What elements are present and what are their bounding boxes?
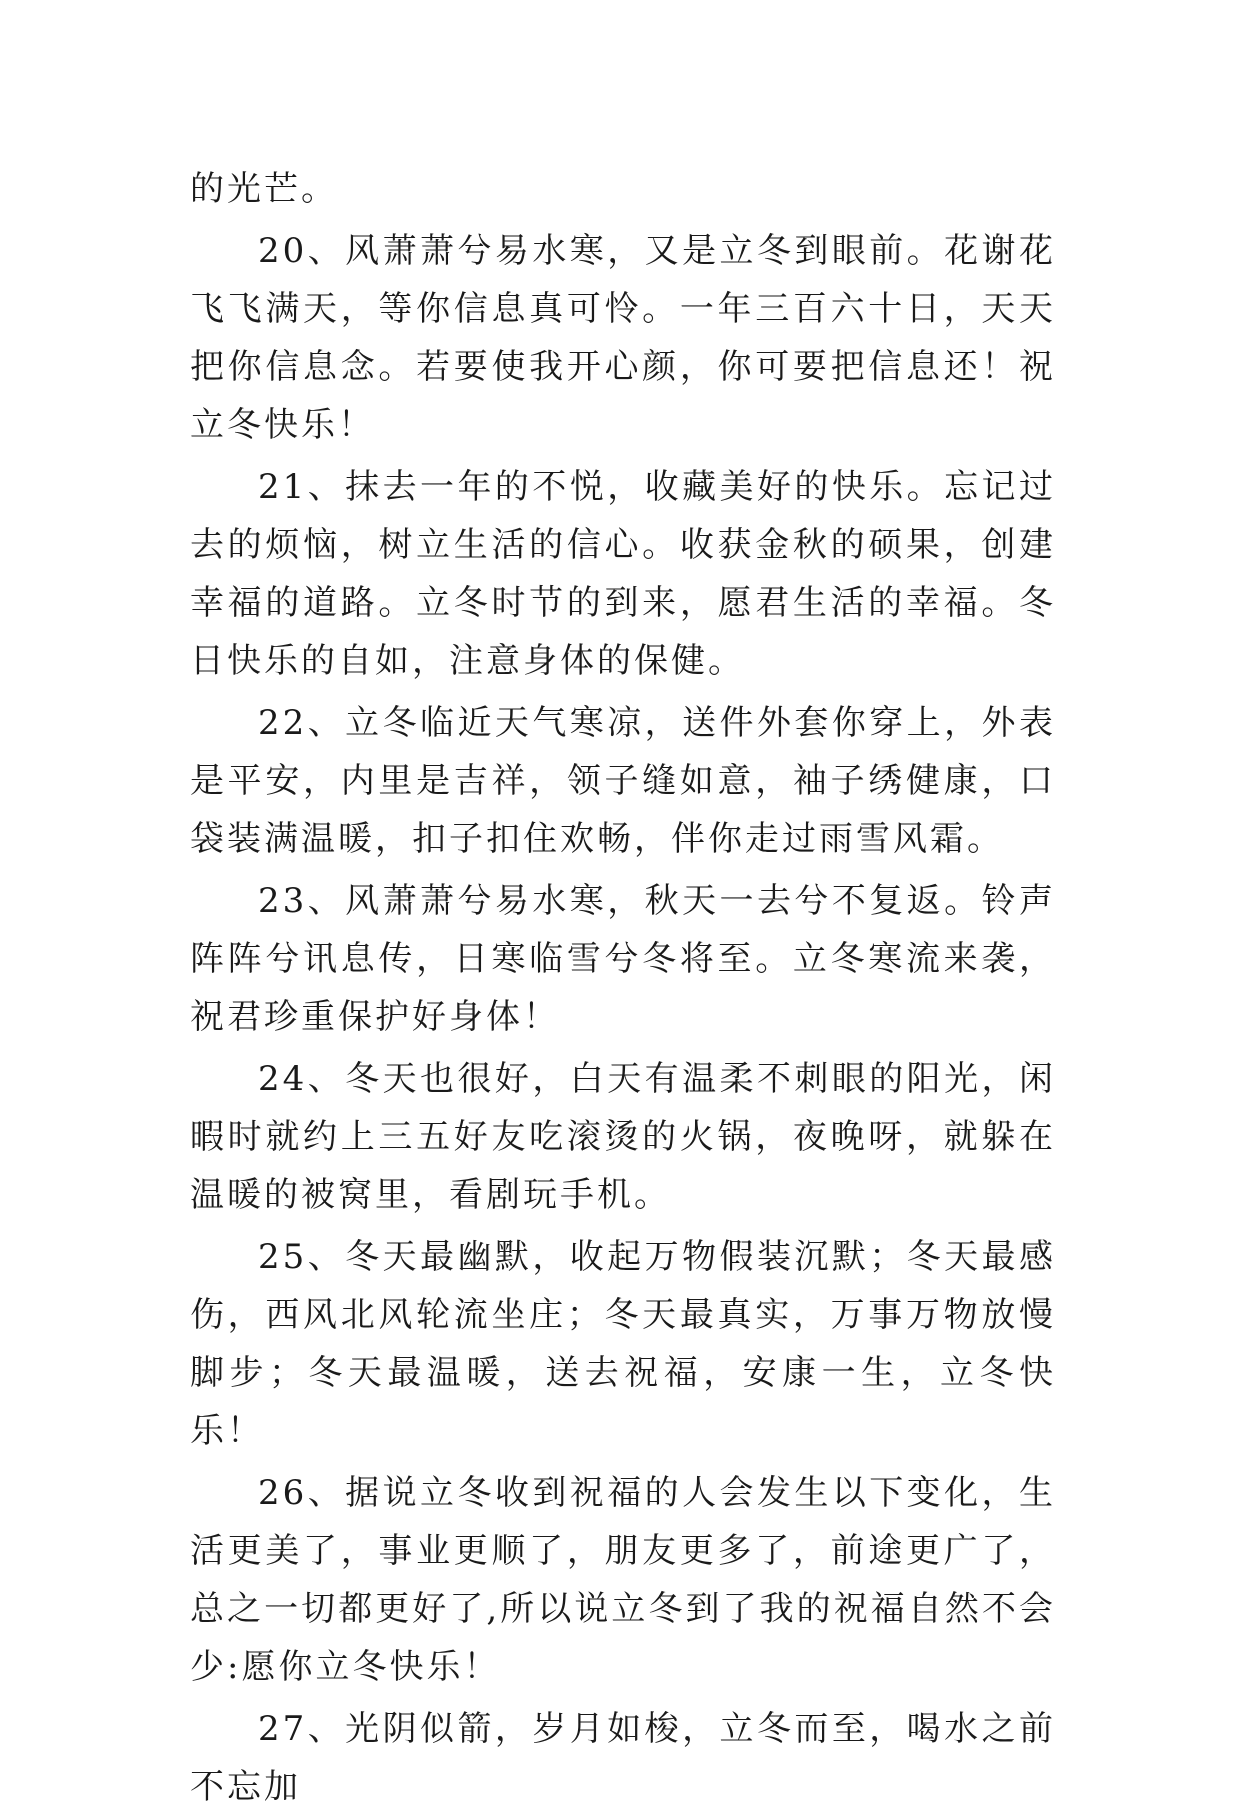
paragraph-20: 20、风萧萧兮易水寒，又是立冬到眼前。花谢花飞飞满天，等你信息真可怜。一年三百六十日，天天把你信息念。若要使我开心颜，你可要把信息还！祝立冬快乐！ <box>190 231 1056 445</box>
paragraph-21: 21、抹去一年的不悦，收藏美好的快乐。忘记过去的烦恼，树立生活的信心。收获金秋的硕果，创建幸福的道路。立冬时节的到来，愿君生活的幸福。冬日快乐的自如，注意身体的保健。 <box>190 467 1056 681</box>
paragraph-24: 24、冬天也很好，白天有温柔不刺眼的阳光，闲暇时就约上三五好友吃滚烫的火锅，夜晚呀，就躲在温暖的被窝里，看剧玩手机。 <box>190 1059 1056 1215</box>
paragraph-26: 26、据说立冬收到祝福的人会发生以下变化，生活更美了，事业更顺了，朋友更多了，前途更广了，总之一切都更好了,所以说立冬到了我的祝福自然不会少:愿你立冬快乐！ <box>190 1473 1056 1687</box>
document-body <box>190 160 1056 1820</box>
paragraph-25: 25、冬天最幽默，收起万物假装沉默；冬天最感伤，西风北风轮流坐庄；冬天最真实，万事万物放慢脚步；冬天最温暖，送去祝福，安康一生，立冬快乐！ <box>190 1237 1056 1451</box>
paragraph-27: 27、光阴似箭，岁月如梭，立冬而至，喝水之前不忘加 <box>190 1709 1056 1807</box>
paragraph-19-tail: 的光芒。 <box>190 169 338 209</box>
paragraph-22: 22、立冬临近天气寒凉，送件外套你穿上，外表是平安，内里是吉祥，领子缝如意，袖子绣健康，口袋装满温暖，扣子扣住欢畅，伴你走过雨雪风霜。 <box>190 703 1056 859</box>
paragraph-23: 23、风萧萧兮易水寒，秋天一去兮不复返。铃声阵阵兮讯息传，日寒临雪兮冬将至。立冬寒流来袭，祝君珍重保护好身体！ <box>190 881 1056 1037</box>
